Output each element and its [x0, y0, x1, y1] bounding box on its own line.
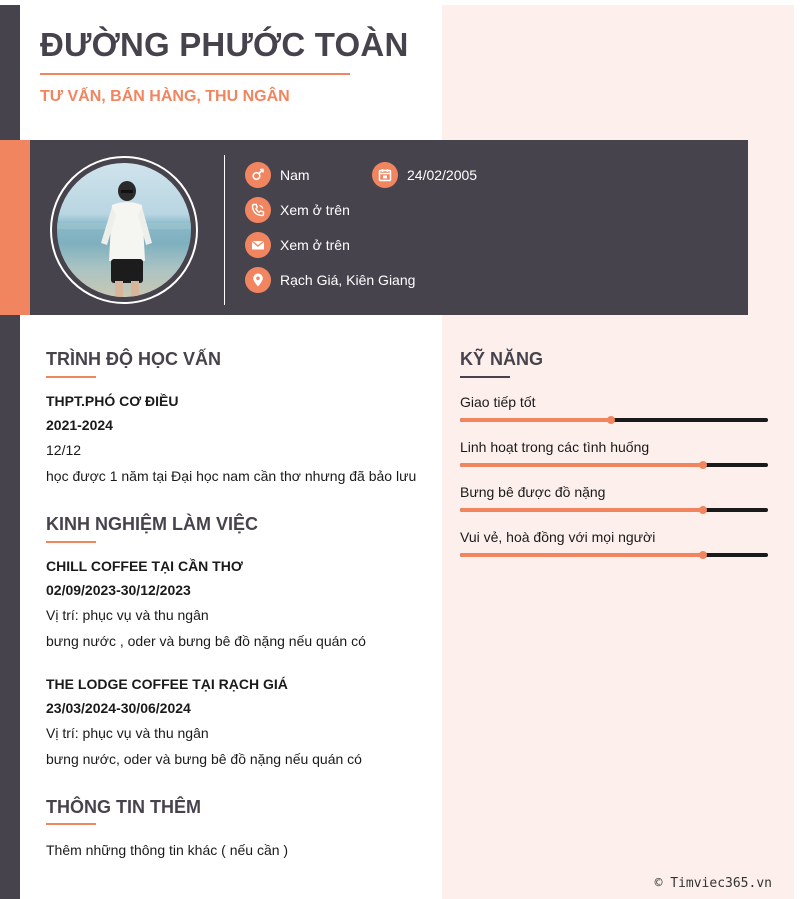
- skill-bar: [460, 418, 768, 422]
- skill-label: Vui vẻ, hoà đồng với mọi người: [460, 529, 656, 545]
- job-title: TƯ VẤN, BÁN HÀNG, THU NGÂN: [40, 88, 290, 105]
- education-school: THPT.PHÓ CƠ ĐIỀU: [46, 393, 179, 409]
- info-address: [245, 267, 415, 293]
- phone-icon: [245, 197, 271, 223]
- info-gender: [245, 162, 310, 188]
- band-accent: [0, 140, 30, 315]
- skills-underline: [460, 376, 510, 378]
- experience-period: 23/03/2024-30/06/2024: [46, 700, 191, 716]
- skill-bar-fill: [460, 463, 703, 467]
- experience-underline: [46, 541, 96, 543]
- email-icon: [245, 232, 271, 258]
- skills-title: KỸ NĂNG: [460, 349, 544, 369]
- education-title: TRÌNH ĐỘ HỌC VẤN: [46, 349, 221, 369]
- education-years: 2021-2024: [46, 417, 113, 433]
- experience-company: CHILL COFFEE TẠI CẦN THƠ: [46, 558, 243, 574]
- skill-bar: [460, 508, 768, 512]
- gender-value: Nam: [280, 167, 310, 183]
- skill-label: Bưng bê được đồ nặng: [460, 484, 606, 500]
- experience-company: THE LODGE COFFEE TẠI RẠCH GIÁ: [46, 676, 288, 692]
- address-value: Rạch Giá, Kiên Giang: [280, 272, 416, 288]
- avatar: [57, 163, 191, 297]
- experience-title: KINH NGHIỆM LÀM VIỆC: [46, 514, 259, 534]
- education-grade: 12/12: [46, 442, 82, 458]
- band-divider: [224, 155, 225, 305]
- additional-underline: [46, 823, 96, 825]
- skill-bar: [460, 463, 768, 467]
- skill-bar: [460, 553, 768, 557]
- birthday-value: 24/02/2005: [407, 167, 478, 183]
- candidate-name: ĐƯỜNG PHƯỚC TOÀN: [40, 26, 409, 63]
- info-email: [245, 232, 350, 258]
- experience-description: bưng nước, oder và bưng bê đồ nặng nếu quán có: [46, 751, 362, 767]
- education-underline: [46, 376, 96, 378]
- additional-title: THÔNG TIN THÊM: [46, 797, 201, 817]
- skill-bar-knob: [607, 416, 615, 424]
- education-note: học được 1 năm tại Đại học nam cần thơ nhưng đã bảo lưu: [46, 468, 417, 484]
- experience-position: Vị trí: phục vụ và thu ngân: [46, 725, 209, 741]
- email-value: Xem ở trên: [280, 237, 350, 253]
- avatar-photo: [57, 163, 191, 297]
- skill-bar-fill: [460, 508, 703, 512]
- name-underline: [40, 73, 350, 75]
- skill-bar-fill: [460, 418, 611, 422]
- experience-description: bưng nước , oder và bưng bê đồ nặng nếu quán có: [46, 633, 366, 649]
- gender-icon: [245, 162, 271, 188]
- skill-label: Linh hoạt trong các tình huống: [460, 439, 650, 455]
- info-birthday: [372, 162, 477, 188]
- skill-label: Giao tiếp tốt: [460, 394, 536, 410]
- experience-period: 02/09/2023-30/12/2023: [46, 582, 191, 598]
- info-phone: [245, 197, 350, 223]
- calendar-icon: [372, 162, 398, 188]
- experience-position: Vị trí: phục vụ và thu ngân: [46, 607, 209, 623]
- additional-text: Thêm những thông tin khác ( nếu cần ): [46, 842, 289, 858]
- location-icon: [245, 267, 271, 293]
- phone-value: Xem ở trên: [280, 202, 350, 218]
- watermark: © Timviec365.vn: [654, 876, 772, 891]
- skill-bar-fill: [460, 553, 703, 557]
